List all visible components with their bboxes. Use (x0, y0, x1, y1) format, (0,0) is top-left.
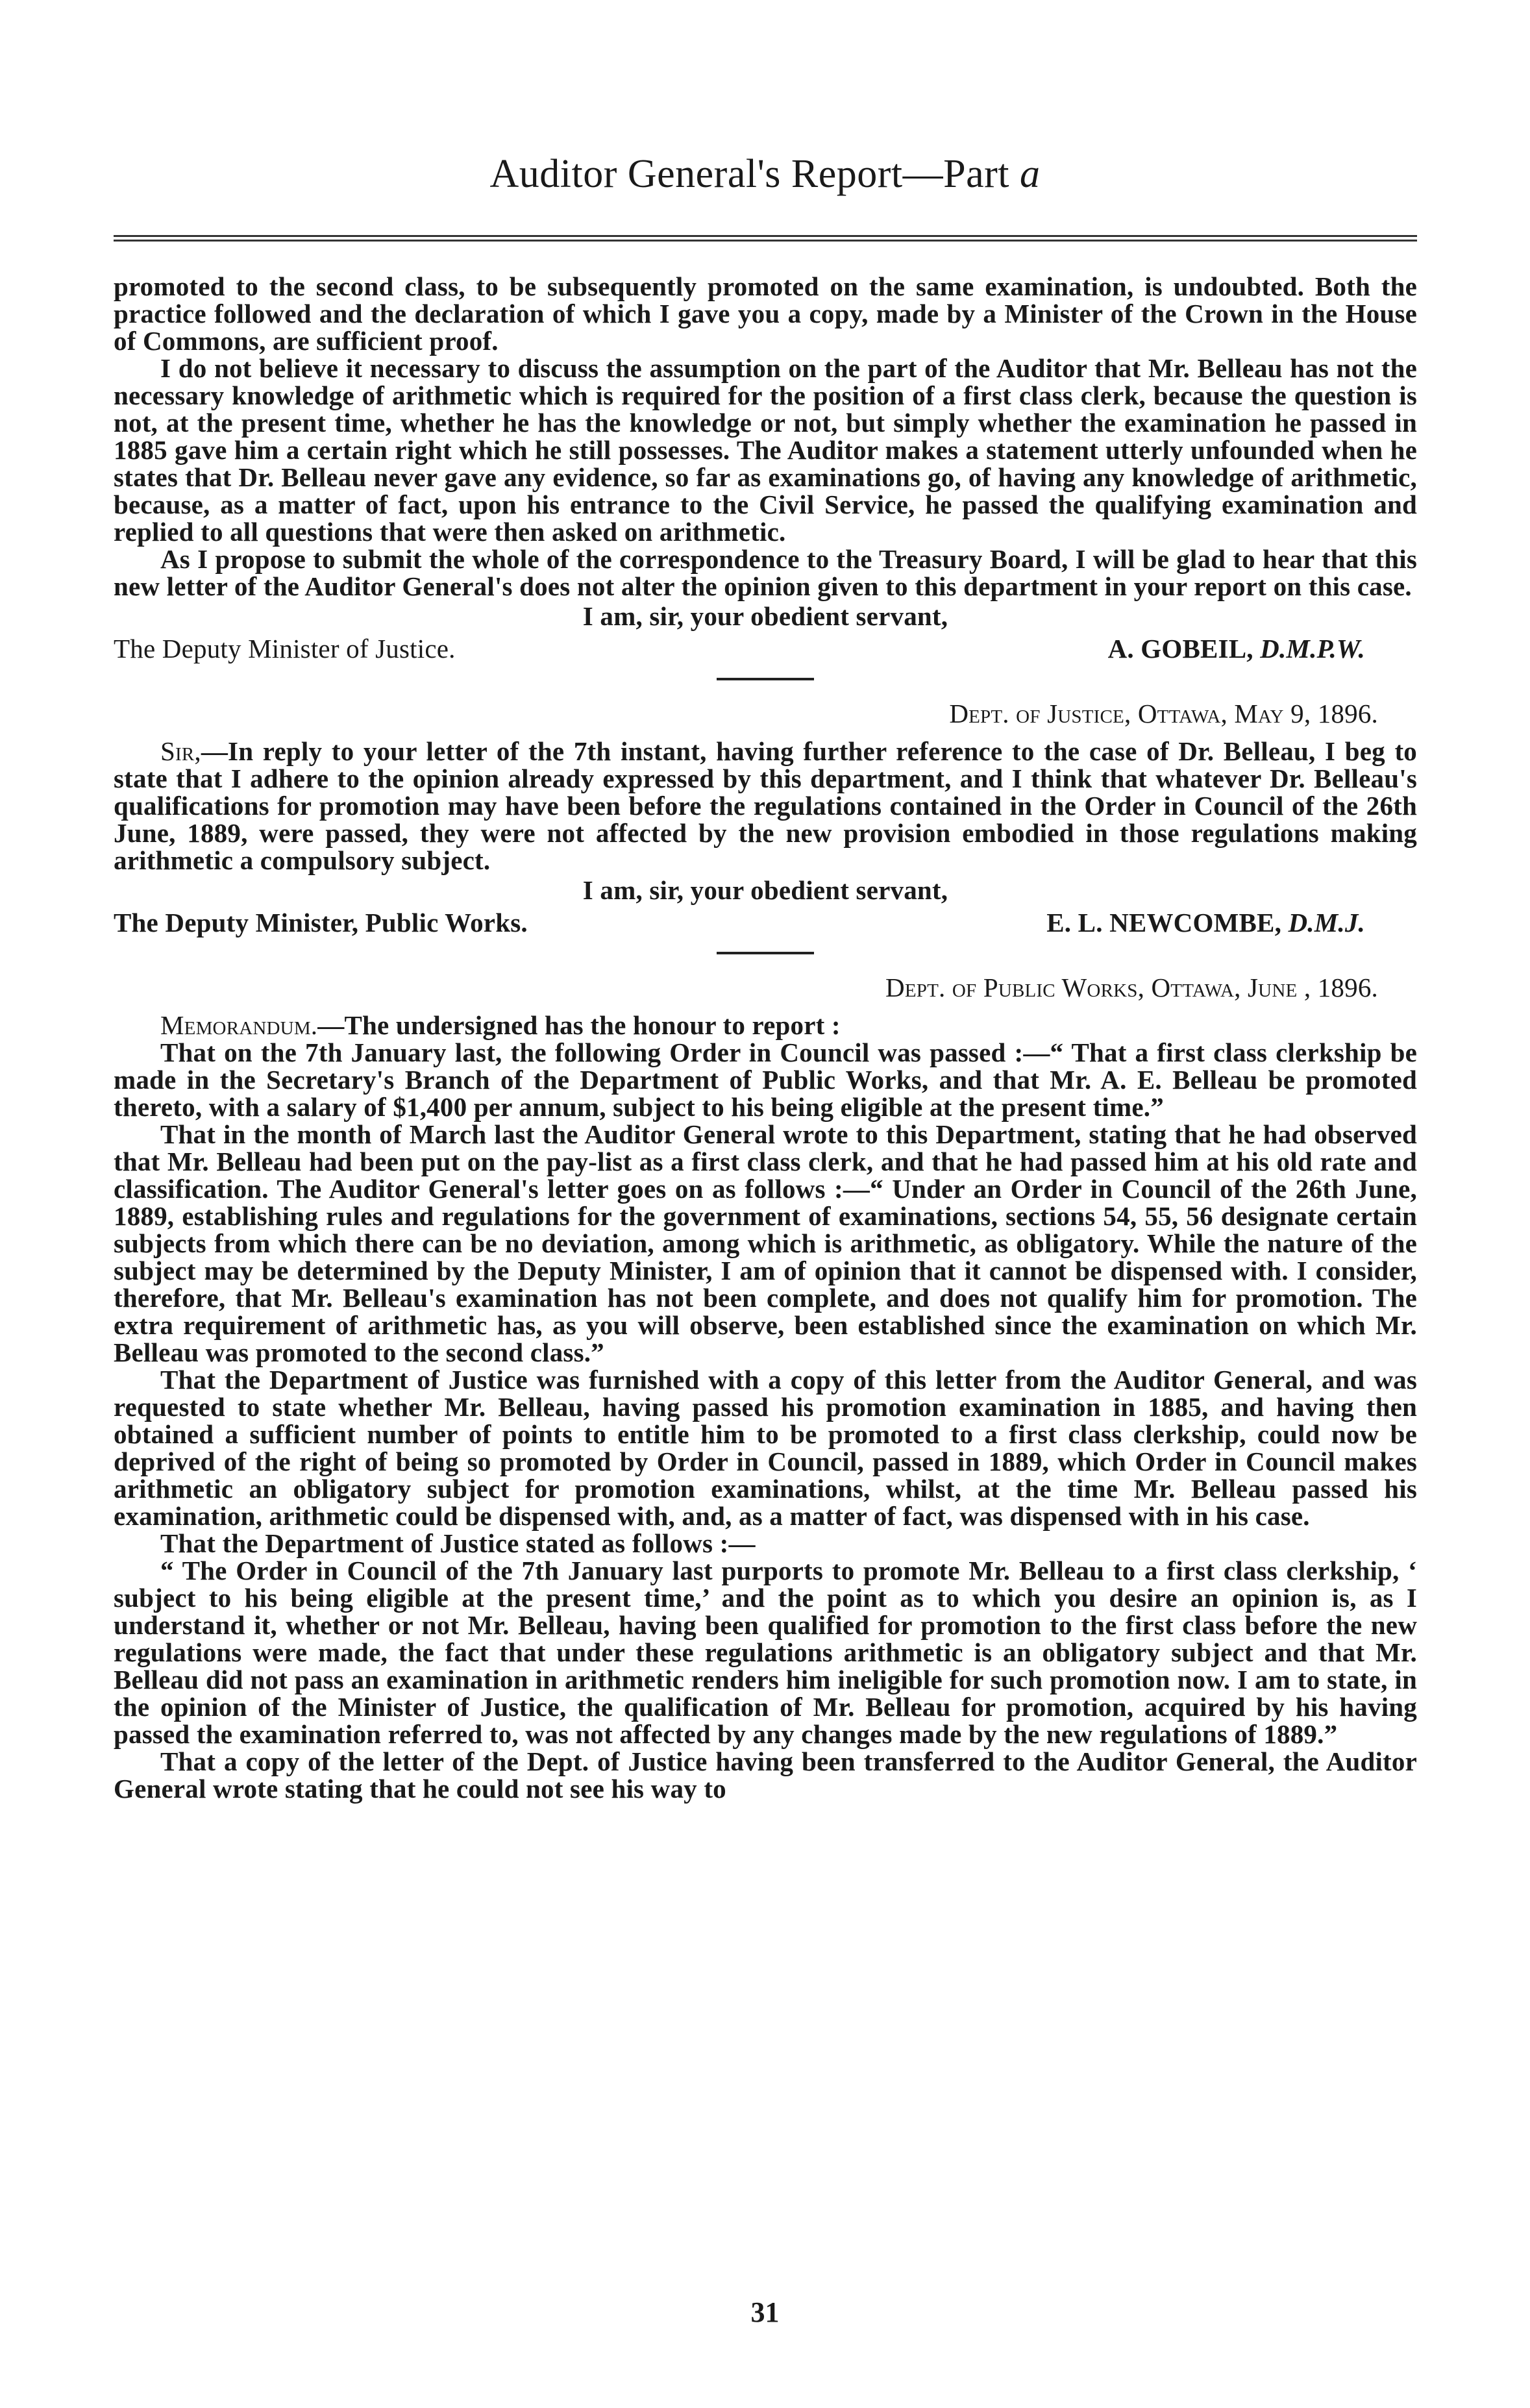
page-number: 31 (750, 2296, 780, 2328)
memo-dateline-dept: Dept. of Public Works, Ottawa, (885, 973, 1241, 1002)
memo-intro (114, 1012, 1417, 1039)
memo-paragraph-3: That the Department of Justice was furnished with a copy of this letter from the Auditor General, and was requested to state whether Mr. Belleau, having passed his promotion examination in 1885, and having then obtained a sufficient number of points to entitle him to be promoted to a first class clerkship, could now be deprived of the right of being so promoted by Order in Council, passed in 1889, which Order in Council makes arithmetic an obligatory subject for promotion examinations, whilst, at the time Mr. Belleau passed his examination, arithmetic could be dispensed with, and, as a matter of fact, was dispensed with in his case. (114, 1365, 1417, 1531)
memo-paragraph-4: That the Department of Justice stated as follows :— (160, 1528, 756, 1558)
memo-paragraph-1: That on the 7th January last, the following Order in Council was passed :—“ That a first class clerkship be made in the Secretary's Branch of the Department of Public Works, and that Mr. A. E. Belleau be promoted thereto, with a salary of $1,400 per annum, subject to his being eligible at the present time.” (114, 1037, 1417, 1122)
memo-dateline (114, 974, 1378, 1001)
letter2-dateline (114, 700, 1378, 727)
letter2-paragraph-text: —In reply to your letter of the 7th instant, having further reference to the case of Dr. Belleau, I beg to state that I adhere to the opinion already expressed by this department, and I think that whatever Dr. Belleau's qualifications for promotion may have been before the regulations contained in the Order in Council of the 26th June, 1889, were passed, they were not affected by the new provision embodied in those regulations making arithmetic a compulsory subject. (114, 736, 1417, 875)
memo-paragraph-2: That in the month of March last the Auditor General wrote to this Department, stating that he had observed that Mr. Belleau had been put on the pay-list as a first class clerk, and that he had passed him at his old rate and classification. The Auditor General's letter goes on as follows :—“ Under an Order in Council of the 26th June, 1889, establishing rules and regulations for the government of examinations, sections 54, 55, 56 designate certain subjects from which there can be no deviation, among which is arithmetic, as obligatory. While the nature of the subject may be determined by the Deputy Minister, I am of opinion that it cannot be dispensed with. I consider, therefore, that Mr. Belleau's examination has not been complete, and does not qualify him for promotion. The extra requirement of arithmetic has, as you will observe, been established since the examination on which Mr. Belleau was promoted to the second class.” (114, 1119, 1417, 1367)
running-head-title: Auditor General's Report—Part (489, 152, 1009, 196)
letter2-signature-title: D.M.J. (1288, 908, 1365, 937)
letter2-dateline-dept: Dept. of Justice, Ottawa, (949, 699, 1228, 728)
letter2-signature-row (114, 909, 1417, 936)
memo-dateline-date: June , 1896. (1248, 973, 1378, 1002)
letter1-signature (1108, 635, 1417, 662)
letter1-signature-name: A. GOBEIL, (1107, 634, 1253, 664)
letter1-paragraph-2: I do not believe it necessary to discuss the assumption on the part of the Auditor that Mr. Belleau has not the necessary knowledge of arithmetic which is required for the position of a first class clerk, because the question is not, at the present time, whether he has the knowledge or not, but simply whether the examination he passed in 1885 gave him a certain right which he still possesses. The Auditor makes a statement utterly unfounded when he states that Dr. Belleau never gave any evidence, so far as examinations go, of having any knowledge of arithmetic, because, as a matter of fact, upon his entrance to the Civil Service, he passed the qualifying examination and replied to all questions that were then asked on arithmetic. (114, 353, 1417, 547)
section-divider (717, 678, 814, 680)
section-divider (717, 952, 814, 954)
letter2-signature-name: E. L. NEWCOMBE, (1046, 908, 1282, 937)
letter2-closing: I am, sir, your obedient servant, (582, 875, 948, 905)
letter1-paragraph-3: As I propose to submit the whole of the correspondence to the Treasury Board, I will be glad to hear that this new letter of the Auditor General's does not alter the opinion given to this department in your report on this case. (114, 544, 1417, 601)
letter1-signature-title: D.M.P.W. (1260, 634, 1365, 664)
letter2-salutation: Sir, (160, 736, 201, 766)
letter1-closing: I am, sir, your obedient servant, (582, 601, 948, 631)
letter2-signature (1046, 909, 1417, 936)
memo-intro-text: —The undersigned has the honour to report : (317, 1010, 841, 1040)
letter2-paragraph (114, 738, 1417, 874)
memo-paragraph-6: That a copy of the letter of the Dept. of Justice having been transferred to the Auditor General, the Auditor General wrote stating that he could not see his way to (114, 1746, 1417, 1804)
page-body (114, 273, 1417, 1802)
letter2-addressee: The Deputy Minister, Public Works. (114, 908, 528, 937)
letter2-dateline-date: May 9, 1896. (1234, 699, 1378, 728)
header-double-rule (114, 235, 1417, 242)
memo-paragraph-5: “ The Order in Council of the 7th January last purports to promote Mr. Belleau to a first class clerkship, ‘ subject to his being eligible at the present time,’ and the point as to which you desire an opinion is, as I understand it, whether or not Mr. Belleau, having been qualified for promotion to the first class before the new regulations were made, the fact that under these regulations arithmetic is an obligatory subject and that Mr. Belleau did not pass an examination in arithmetic renders him ineligible for such promotion now. I am to state, in the opinion of the Minister of Justice, the qualification of Mr. Belleau for promotion, acquired by his having passed the examination referred to, was not affected by any changes made by the new regulations of 1889.” (114, 1556, 1417, 1749)
running-head-part-letter: a (1020, 152, 1041, 196)
letter1-addressee: The Deputy Minister of Justice. (114, 634, 456, 664)
memo-label: Memorandum. (160, 1010, 318, 1040)
letter1-signature-row (114, 635, 1417, 662)
running-head (0, 151, 1530, 197)
letter1-paragraph-1: promoted to the second class, to be subsequently promoted on the same examination, is undoubted. Both the practice followed and the declaration of which I gave you a copy, made by a Minister of the Crown in the House of Commons, are sufficient proof. (114, 271, 1417, 356)
